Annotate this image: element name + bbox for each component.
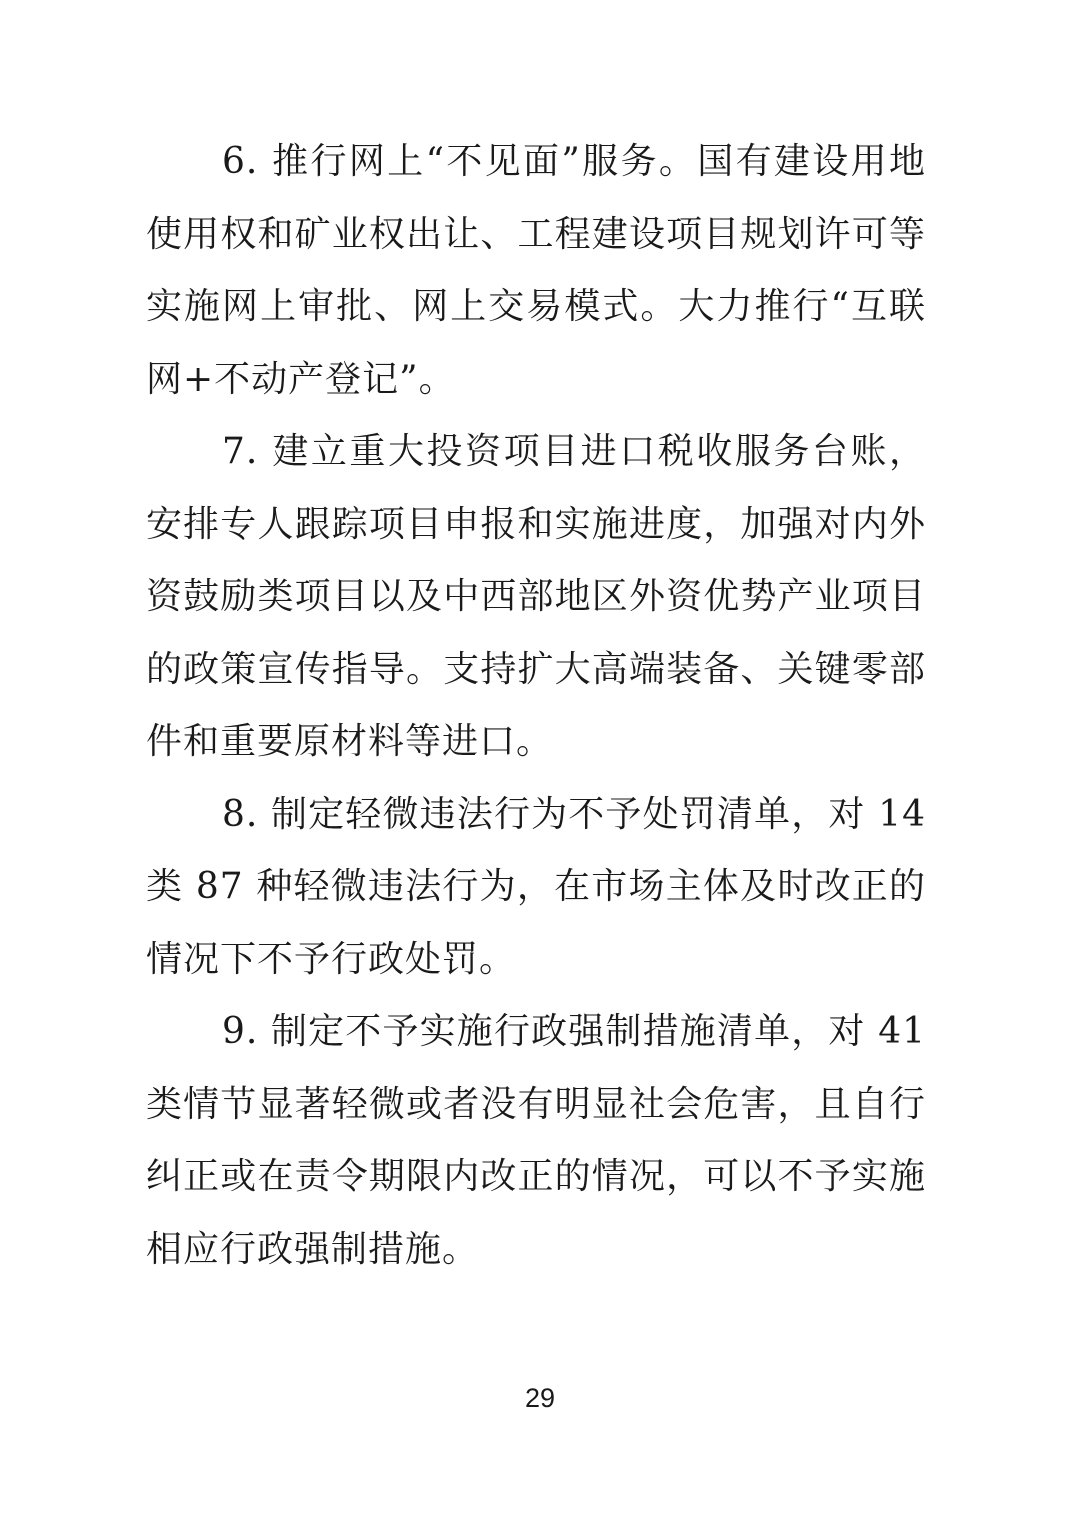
page-number: 29 bbox=[524, 1383, 556, 1413]
paragraph-item-9: 9. 制定不予实施行政强制措施清单，对 41 类情节显著轻微或者没有明显社会危害，且自行纠正或在责令期限内改正的情况，可以不予实施相应行政强制措施。 bbox=[146, 1011, 926, 1270]
document-body bbox=[146, 126, 926, 1286]
paragraph-item-6: 6. 推行网上“不见面”服务。国有建设用地使用权和矿业权出让、工程建设项目规划许可等实施网上审批、网上交易模式。大力推行“互联网+不动产登记”。 bbox=[146, 141, 926, 400]
paragraph-item-7: 7. 建立重大投资项目进口税收服务台账，安排专人跟踪项目申报和实施进度，加强对内外资鼓励类项目以及中西部地区外资优势产业项目的政策宣传指导。支持扩大高端装备、关键零部件和重要原材料等进口。 bbox=[146, 431, 926, 762]
paragraph-item-8: 8. 制定轻微违法行为不予处罚清单，对 14 类 87 种轻微违法行为，在市场主体及时改正的情况下不予行政处罚。 bbox=[146, 793, 926, 980]
